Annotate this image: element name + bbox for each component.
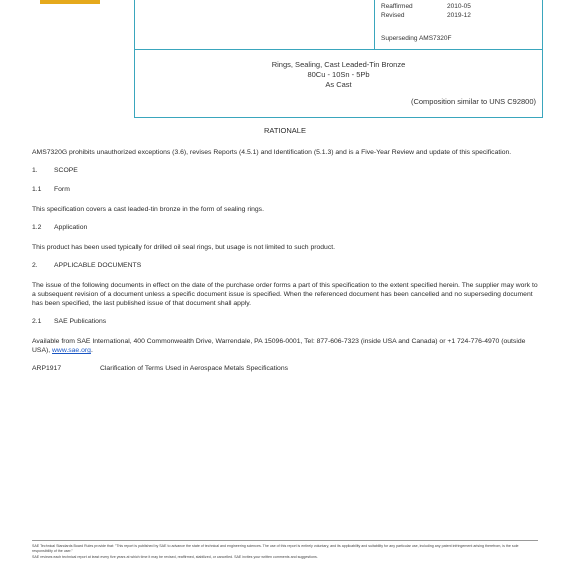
revised-date: 2019-12 [447,12,471,19]
header-divider-vertical [374,0,375,49]
title-line-1: Rings, Sealing, Cast Leaded-Tin Bronze [271,60,406,69]
subsection-title: Application [54,223,88,231]
document-body [32,126,538,384]
reference-title: Clarification of Terms Used in Aerospace Metals Specifications [100,365,289,373]
subsection-application [32,224,538,233]
header-divider-horizontal [135,49,542,50]
title-line-2: 80Cu - 10Sn - 5Pb [307,69,370,79]
subsection-form [32,186,538,195]
subsection-number: 1.1 [32,185,42,193]
revised-label: Revised [381,12,405,19]
section-title: SCOPE [54,166,78,174]
reference-row [32,365,538,374]
sae-logo [40,0,100,4]
sae-website-link[interactable]: www.sae.org [52,347,91,355]
revised-row [381,12,471,20]
subsection-title: SAE Publications [54,318,107,326]
rationale-heading: RATIONALE [264,126,306,135]
footer-legal-notice [32,540,538,562]
footer-line-1: SAE Technical Standards Board Rules provide that: "This report is published by SAE to advance the state of technical and engineering sciences. The use of this report is entirely voluntary, and its applicability and suitability for any particular use, including any patent infringement arising therefrom, is the sole responsibility of the user." [32,544,519,553]
reaffirmed-label: Reaffirmed [381,3,413,10]
section-applicable-documents [32,262,538,271]
application-text: This product has been used typically for drilled oil seal rings, but usage is not limited to such product. [32,243,335,251]
reference-code: ARP1917 [32,365,62,373]
footer-line-2: SAE reviews each technical report at least every five years at which time it may be revised, reaffirmed, stabilized, or cancelled. SAE invites your written comments and suggestions. [32,555,318,560]
section-scope [32,167,538,176]
sae-address-text: Available from SAE International, 400 Commonwealth Drive, Warrendale, PA 15096-0001, Tel: 877-606-7323 (inside USA and Canada) or +1 724-776-4970 (outside USA), [32,337,526,355]
document-title [135,60,542,89]
reaffirmed-row [381,3,471,11]
section-number: 2. [32,261,38,269]
sae-publications-text [32,337,538,355]
rationale-text: AMS7320G prohibits unauthorized exceptions (3.6), revises Reports (4.5.1) and Identification (5.1.3) and is a Five-Year Review and update of this specification. [32,148,512,156]
reaffirmed-date: 2010-05 [447,3,471,10]
section-number: 1. [32,166,38,174]
superseding-note: Superseding AMS7320F [381,35,452,42]
composition-note: (Composition similar to UNS C92800) [410,97,536,106]
subsection-number: 2.1 [32,318,42,326]
applicable-documents-text: The issue of the following documents in effect on the date of the purchase order forms a part of this specification to the extent specified herein. The supplier may work to a subsequent revision of a document unless a specific document issue is specified. When the referenced document has been cancelled and no superseding document has been specified, the last published issue of that document shall apply. [32,281,538,307]
sae-text-end: . [90,347,93,355]
section-title: APPLICABLE DOCUMENTS [54,261,142,269]
subsection-sae-publications [32,318,538,327]
subsection-number: 1.2 [32,223,42,231]
document-header [134,0,543,118]
form-text: This specification covers a cast leaded-tin bronze in the form of sealing rings. [32,205,264,213]
title-line-3: As Cast [325,79,352,89]
subsection-title: Form [54,185,70,193]
